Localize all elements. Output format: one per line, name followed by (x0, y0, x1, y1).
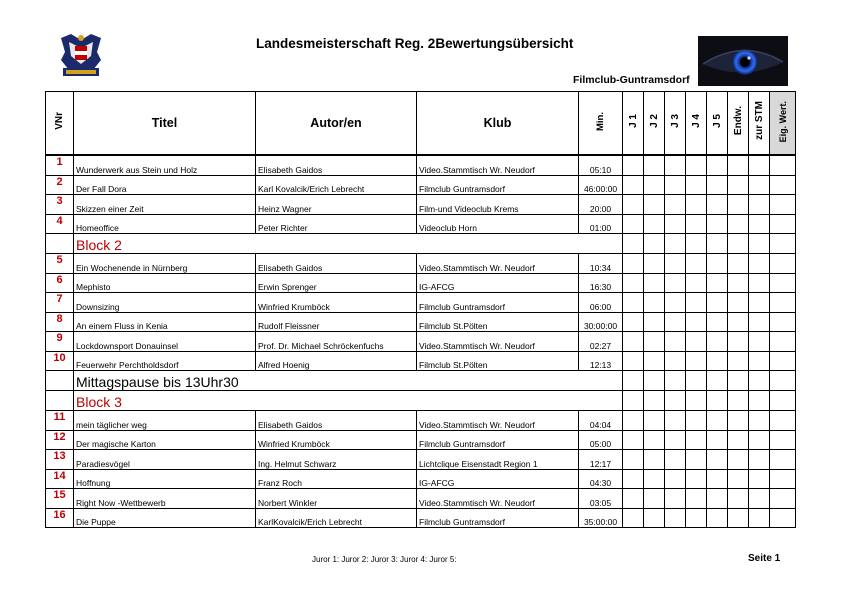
film-club: Filmclub Guntramsdorf (417, 293, 579, 313)
score-cell[interactable] (665, 508, 686, 528)
film-duration: 02:27 (579, 332, 623, 352)
table-row (46, 430, 796, 450)
score-cell[interactable] (644, 214, 665, 234)
col-j2-label: J 2 (648, 113, 660, 128)
film-title: Die Puppe (74, 508, 256, 528)
score-cell[interactable] (644, 312, 665, 332)
score-cell[interactable] (728, 430, 749, 450)
score-cell[interactable] (770, 155, 796, 175)
block-number-empty (46, 371, 74, 391)
score-cell[interactable] (749, 371, 770, 391)
film-duration: 06:00 (579, 293, 623, 313)
score-cell[interactable] (707, 332, 728, 352)
table-row (46, 254, 796, 274)
score-cell[interactable] (665, 155, 686, 175)
score-cell[interactable] (686, 469, 707, 489)
score-cell[interactable] (728, 312, 749, 332)
block-label: Mittagspause bis 13Uhr30 (74, 371, 623, 391)
score-cell[interactable] (623, 411, 644, 431)
score-cell[interactable] (707, 293, 728, 313)
score-cell[interactable] (686, 450, 707, 470)
score-cell[interactable] (707, 234, 728, 254)
score-cell[interactable] (749, 293, 770, 313)
score-cell[interactable] (728, 155, 749, 175)
score-cell[interactable] (749, 391, 770, 411)
film-number: 13 (46, 450, 74, 470)
film-title: Der magische Karton (74, 430, 256, 450)
score-cell[interactable] (644, 430, 665, 450)
score-cell[interactable] (623, 155, 644, 175)
film-club: Video.Stammtisch Wr. Neudorf (417, 411, 579, 431)
col-vnr-label: VNr (54, 111, 65, 130)
score-cell[interactable] (728, 391, 749, 411)
film-club: Video.Stammtisch Wr. Neudorf (417, 254, 579, 274)
film-duration: 05:10 (579, 155, 623, 175)
film-title: Wunderwerk aus Stein und Holz (74, 155, 256, 175)
score-cell[interactable] (623, 469, 644, 489)
score-cell[interactable] (728, 195, 749, 215)
score-cell[interactable] (665, 351, 686, 371)
film-number: 10 (46, 351, 74, 371)
col-stm-header (749, 92, 770, 156)
score-cell[interactable] (707, 254, 728, 274)
score-cell[interactable] (707, 411, 728, 431)
film-club: IG-AFCG (417, 469, 579, 489)
score-cell[interactable] (665, 450, 686, 470)
score-cell[interactable] (644, 293, 665, 313)
film-duration: 05:00 (579, 430, 623, 450)
block-number-empty (46, 391, 74, 411)
col-j5-label: J 5 (711, 113, 723, 128)
film-club: Filmclub Guntramsdorf (417, 508, 579, 528)
score-cell[interactable] (728, 332, 749, 352)
score-cell[interactable] (644, 195, 665, 215)
score-cell[interactable] (665, 214, 686, 234)
score-cell[interactable] (623, 508, 644, 528)
score-cell[interactable] (728, 351, 749, 371)
score-cell[interactable] (728, 273, 749, 293)
film-duration: 04:04 (579, 411, 623, 431)
table-row (46, 195, 796, 215)
score-cell[interactable] (770, 332, 796, 352)
film-club: Video.Stammtisch Wr. Neudorf (417, 332, 579, 352)
score-cell[interactable] (686, 411, 707, 431)
score-cell[interactable] (686, 254, 707, 274)
film-number: 12 (46, 430, 74, 450)
table-row (46, 469, 796, 489)
score-cell[interactable] (728, 469, 749, 489)
score-cell[interactable] (749, 155, 770, 175)
score-cell[interactable] (749, 430, 770, 450)
film-duration: 10:34 (579, 254, 623, 274)
film-club: Filmclub St.Pölten (417, 351, 579, 371)
score-cell[interactable] (623, 214, 644, 234)
score-cell[interactable] (644, 273, 665, 293)
film-title: Paradiesvögel (74, 450, 256, 470)
film-number: 8 (46, 312, 74, 332)
score-cell[interactable] (623, 273, 644, 293)
blue-eye-icon (698, 36, 788, 86)
score-cell[interactable] (623, 391, 644, 411)
table-row (46, 351, 796, 371)
score-cell[interactable] (644, 175, 665, 195)
col-j3-header (665, 92, 686, 156)
score-cell[interactable] (770, 273, 796, 293)
score-cell[interactable] (665, 489, 686, 509)
col-endw-label: Endw. (732, 105, 744, 136)
score-cell[interactable] (728, 214, 749, 234)
film-author: Franz Roch (256, 469, 417, 489)
film-author: Elisabeth Gaidos (256, 254, 417, 274)
score-cell[interactable] (644, 234, 665, 254)
score-cell[interactable] (623, 254, 644, 274)
score-cell[interactable] (665, 430, 686, 450)
col-j2-header (644, 92, 665, 156)
block-label: Block 3 (74, 391, 623, 411)
score-cell[interactable] (749, 469, 770, 489)
score-cell[interactable] (770, 411, 796, 431)
score-cell[interactable] (749, 508, 770, 528)
score-cell[interactable] (749, 489, 770, 509)
score-cell[interactable] (728, 508, 749, 528)
col-endw-header (728, 92, 749, 156)
score-cell[interactable] (707, 489, 728, 509)
score-cell[interactable] (707, 430, 728, 450)
film-author: Ing. Helmut Schwarz (256, 450, 417, 470)
score-cell[interactable] (686, 351, 707, 371)
score-cell[interactable] (623, 195, 644, 215)
score-cell[interactable] (749, 234, 770, 254)
score-cell[interactable] (749, 175, 770, 195)
score-cell[interactable] (665, 175, 686, 195)
col-j3-label: J 3 (669, 113, 681, 128)
film-author: Winfried Krumböck (256, 430, 417, 450)
score-cell[interactable] (686, 391, 707, 411)
film-number: 2 (46, 175, 74, 195)
col-j1-label: J 1 (627, 113, 639, 128)
film-duration: 46:00:00 (579, 175, 623, 195)
film-number: 7 (46, 293, 74, 313)
film-title: Hoffnung (74, 469, 256, 489)
score-cell[interactable] (686, 371, 707, 391)
film-number: 5 (46, 254, 74, 274)
film-title: Ein Wochenende in Nürnberg (74, 254, 256, 274)
col-stm-label: zur STM (753, 101, 765, 140)
score-cell[interactable] (665, 391, 686, 411)
score-cell[interactable] (623, 489, 644, 509)
score-cell[interactable] (728, 293, 749, 313)
table-row (46, 411, 796, 431)
score-cell[interactable] (707, 371, 728, 391)
block-label: Block 2 (74, 234, 623, 254)
score-cell[interactable] (770, 195, 796, 215)
score-cell[interactable] (749, 273, 770, 293)
score-cell[interactable] (728, 450, 749, 470)
film-number: 9 (46, 332, 74, 352)
score-cell[interactable] (686, 273, 707, 293)
score-cell[interactable] (665, 469, 686, 489)
score-cell[interactable] (749, 332, 770, 352)
score-cell[interactable] (686, 155, 707, 175)
score-cell[interactable] (623, 175, 644, 195)
film-author: Norbert Winkler (256, 489, 417, 509)
score-cell[interactable] (686, 214, 707, 234)
score-cell[interactable] (644, 351, 665, 371)
film-duration: 03:05 (579, 489, 623, 509)
col-j4-header (686, 92, 707, 156)
table-row (46, 312, 796, 332)
score-cell[interactable] (623, 450, 644, 470)
score-cell[interactable] (749, 312, 770, 332)
film-title: Der Fall Dora (74, 175, 256, 195)
film-duration: 04:30 (579, 469, 623, 489)
score-cell[interactable] (770, 430, 796, 450)
film-author: Elisabeth Gaidos (256, 155, 417, 175)
film-author: Winfried Krumböck (256, 293, 417, 313)
score-cell[interactable] (728, 489, 749, 509)
score-cell[interactable] (770, 469, 796, 489)
score-cell[interactable] (644, 508, 665, 528)
score-cell[interactable] (686, 312, 707, 332)
film-number: 3 (46, 195, 74, 215)
block-number-empty (46, 234, 74, 254)
evaluation-table (45, 91, 796, 528)
score-cell[interactable] (644, 371, 665, 391)
col-j1-header (623, 92, 644, 156)
film-title: Feuerwehr Perchtholdsdorf (74, 351, 256, 371)
judges-line: Juror 1: Juror 2: Juror 3: Juror 4: Juror 5: (312, 555, 457, 564)
score-cell[interactable] (686, 489, 707, 509)
film-title: Skizzen einer Zeit (74, 195, 256, 215)
film-author: Prof. Dr. Michael Schröckenfuchs (256, 332, 417, 352)
score-cell[interactable] (707, 450, 728, 470)
score-cell[interactable] (749, 411, 770, 431)
score-cell[interactable] (644, 332, 665, 352)
score-cell[interactable] (644, 489, 665, 509)
score-cell[interactable] (686, 430, 707, 450)
film-title: An einem Fluss in Kenia (74, 312, 256, 332)
score-cell[interactable] (665, 195, 686, 215)
table-body (46, 155, 796, 528)
film-author: Erwin Sprenger (256, 273, 417, 293)
score-cell[interactable] (707, 214, 728, 234)
score-cell[interactable] (707, 195, 728, 215)
film-title: Right Now -Wettbewerb (74, 489, 256, 509)
score-cell[interactable] (665, 254, 686, 274)
film-author: KarlKovalcik/Erich Lebrecht (256, 508, 417, 528)
score-cell[interactable] (644, 254, 665, 274)
score-cell[interactable] (749, 351, 770, 371)
film-duration: 20:00 (579, 195, 623, 215)
score-cell[interactable] (665, 332, 686, 352)
score-cell[interactable] (644, 411, 665, 431)
table-row (46, 489, 796, 509)
score-cell[interactable] (623, 332, 644, 352)
film-number: 16 (46, 508, 74, 528)
score-cell[interactable] (728, 254, 749, 274)
film-club: Filmclub Guntramsdorf (417, 430, 579, 450)
score-cell[interactable] (686, 293, 707, 313)
score-cell[interactable] (728, 175, 749, 195)
score-cell[interactable] (623, 293, 644, 313)
film-club: Video.Stammtisch Wr. Neudorf (417, 155, 579, 175)
table-row (46, 175, 796, 195)
score-cell[interactable] (749, 254, 770, 274)
film-club: Videoclub Horn (417, 214, 579, 234)
score-cell[interactable] (665, 312, 686, 332)
film-duration: 12:13 (579, 351, 623, 371)
score-cell[interactable] (770, 489, 796, 509)
score-cell[interactable] (707, 391, 728, 411)
score-cell[interactable] (686, 234, 707, 254)
film-author: Heinz Wagner (256, 195, 417, 215)
score-cell[interactable] (770, 293, 796, 313)
header-row (46, 92, 796, 156)
score-cell[interactable] (665, 371, 686, 391)
score-cell[interactable] (707, 155, 728, 175)
col-eig-label: Eig. Wert. (777, 101, 788, 143)
score-cell[interactable] (707, 508, 728, 528)
score-cell[interactable] (749, 450, 770, 470)
score-cell[interactable] (770, 371, 796, 391)
table-row (46, 332, 796, 352)
film-club: IG-AFCG (417, 273, 579, 293)
score-cell[interactable] (665, 293, 686, 313)
col-autor-header: Autor/en (256, 92, 417, 156)
score-cell[interactable] (770, 391, 796, 411)
austria-eagle-logo-icon (55, 30, 107, 80)
table-row (46, 273, 796, 293)
score-cell[interactable] (623, 312, 644, 332)
score-cell[interactable] (644, 391, 665, 411)
score-cell[interactable] (665, 411, 686, 431)
club-name-header: Filmclub-Guntramsdorf (573, 74, 690, 86)
table-row (46, 508, 796, 528)
col-min-header (579, 92, 623, 156)
score-cell[interactable] (623, 371, 644, 391)
film-title: Mephisto (74, 273, 256, 293)
film-author: Karl Kovalcik/Erich Lebrecht (256, 175, 417, 195)
table-row (46, 214, 796, 234)
col-vnr-header (46, 92, 74, 156)
score-cell[interactable] (644, 450, 665, 470)
score-cell[interactable] (770, 234, 796, 254)
score-cell[interactable] (728, 411, 749, 431)
film-duration: 01:00 (579, 214, 623, 234)
page-number: Seite 1 (748, 553, 781, 564)
score-cell[interactable] (770, 214, 796, 234)
film-number: 14 (46, 469, 74, 489)
score-cell[interactable] (623, 430, 644, 450)
film-number: 11 (46, 411, 74, 431)
score-cell[interactable] (644, 469, 665, 489)
film-duration: 30:00:00 (579, 312, 623, 332)
film-author: Peter Richter (256, 214, 417, 234)
film-club: Filmclub St.Pölten (417, 312, 579, 332)
score-cell[interactable] (707, 273, 728, 293)
block-row (46, 234, 796, 254)
col-eig-header (770, 92, 796, 156)
score-cell[interactable] (770, 312, 796, 332)
film-title: Lockdownsport Donauinsel (74, 332, 256, 352)
block-row (46, 391, 796, 411)
score-cell[interactable] (770, 254, 796, 274)
score-cell[interactable] (728, 234, 749, 254)
score-cell[interactable] (623, 234, 644, 254)
col-min-label: Min. (595, 112, 606, 131)
film-author: Alfred Hoenig (256, 351, 417, 371)
film-number: 4 (46, 214, 74, 234)
table-row (46, 450, 796, 470)
col-titel-header: Titel (74, 92, 256, 156)
film-number: 6 (46, 273, 74, 293)
score-cell[interactable] (707, 175, 728, 195)
film-number: 15 (46, 489, 74, 509)
score-cell[interactable] (749, 214, 770, 234)
film-duration: 35:00:00 (579, 508, 623, 528)
col-j5-header (707, 92, 728, 156)
film-title: Homeoffice (74, 214, 256, 234)
film-club: Lichtclique Eisenstadt Region 1 (417, 450, 579, 470)
score-cell[interactable] (623, 351, 644, 371)
film-duration: 16:30 (579, 273, 623, 293)
score-cell[interactable] (665, 273, 686, 293)
score-cell[interactable] (770, 351, 796, 371)
table-row (46, 155, 796, 175)
score-cell[interactable] (686, 332, 707, 352)
score-cell[interactable] (728, 371, 749, 391)
table-row (46, 293, 796, 313)
score-cell[interactable] (770, 508, 796, 528)
film-club: Film-und Videoclub Krems (417, 195, 579, 215)
score-cell[interactable] (686, 508, 707, 528)
col-j4-label: J 4 (690, 113, 702, 128)
film-author: Elisabeth Gaidos (256, 411, 417, 431)
score-cell[interactable] (686, 175, 707, 195)
page-title: Landesmeisterschaft Reg. 2Bewertungsübersicht (256, 36, 574, 51)
film-author: Rudolf Fleissner (256, 312, 417, 332)
score-cell[interactable] (686, 195, 707, 215)
col-klub-header: Klub (417, 92, 579, 156)
score-cell[interactable] (665, 234, 686, 254)
block-row (46, 371, 796, 391)
film-number: 1 (46, 155, 74, 175)
film-title: Downsizing (74, 293, 256, 313)
score-cell[interactable] (707, 351, 728, 371)
film-club: Video.Stammtisch Wr. Neudorf (417, 489, 579, 509)
score-cell[interactable] (749, 195, 770, 215)
film-duration: 12:17 (579, 450, 623, 470)
film-club: Filmclub Guntramsdorf (417, 175, 579, 195)
score-cell[interactable] (707, 312, 728, 332)
film-title: mein täglicher weg (74, 411, 256, 431)
score-cell[interactable] (770, 175, 796, 195)
score-cell[interactable] (644, 155, 665, 175)
score-cell[interactable] (707, 469, 728, 489)
score-cell[interactable] (770, 450, 796, 470)
